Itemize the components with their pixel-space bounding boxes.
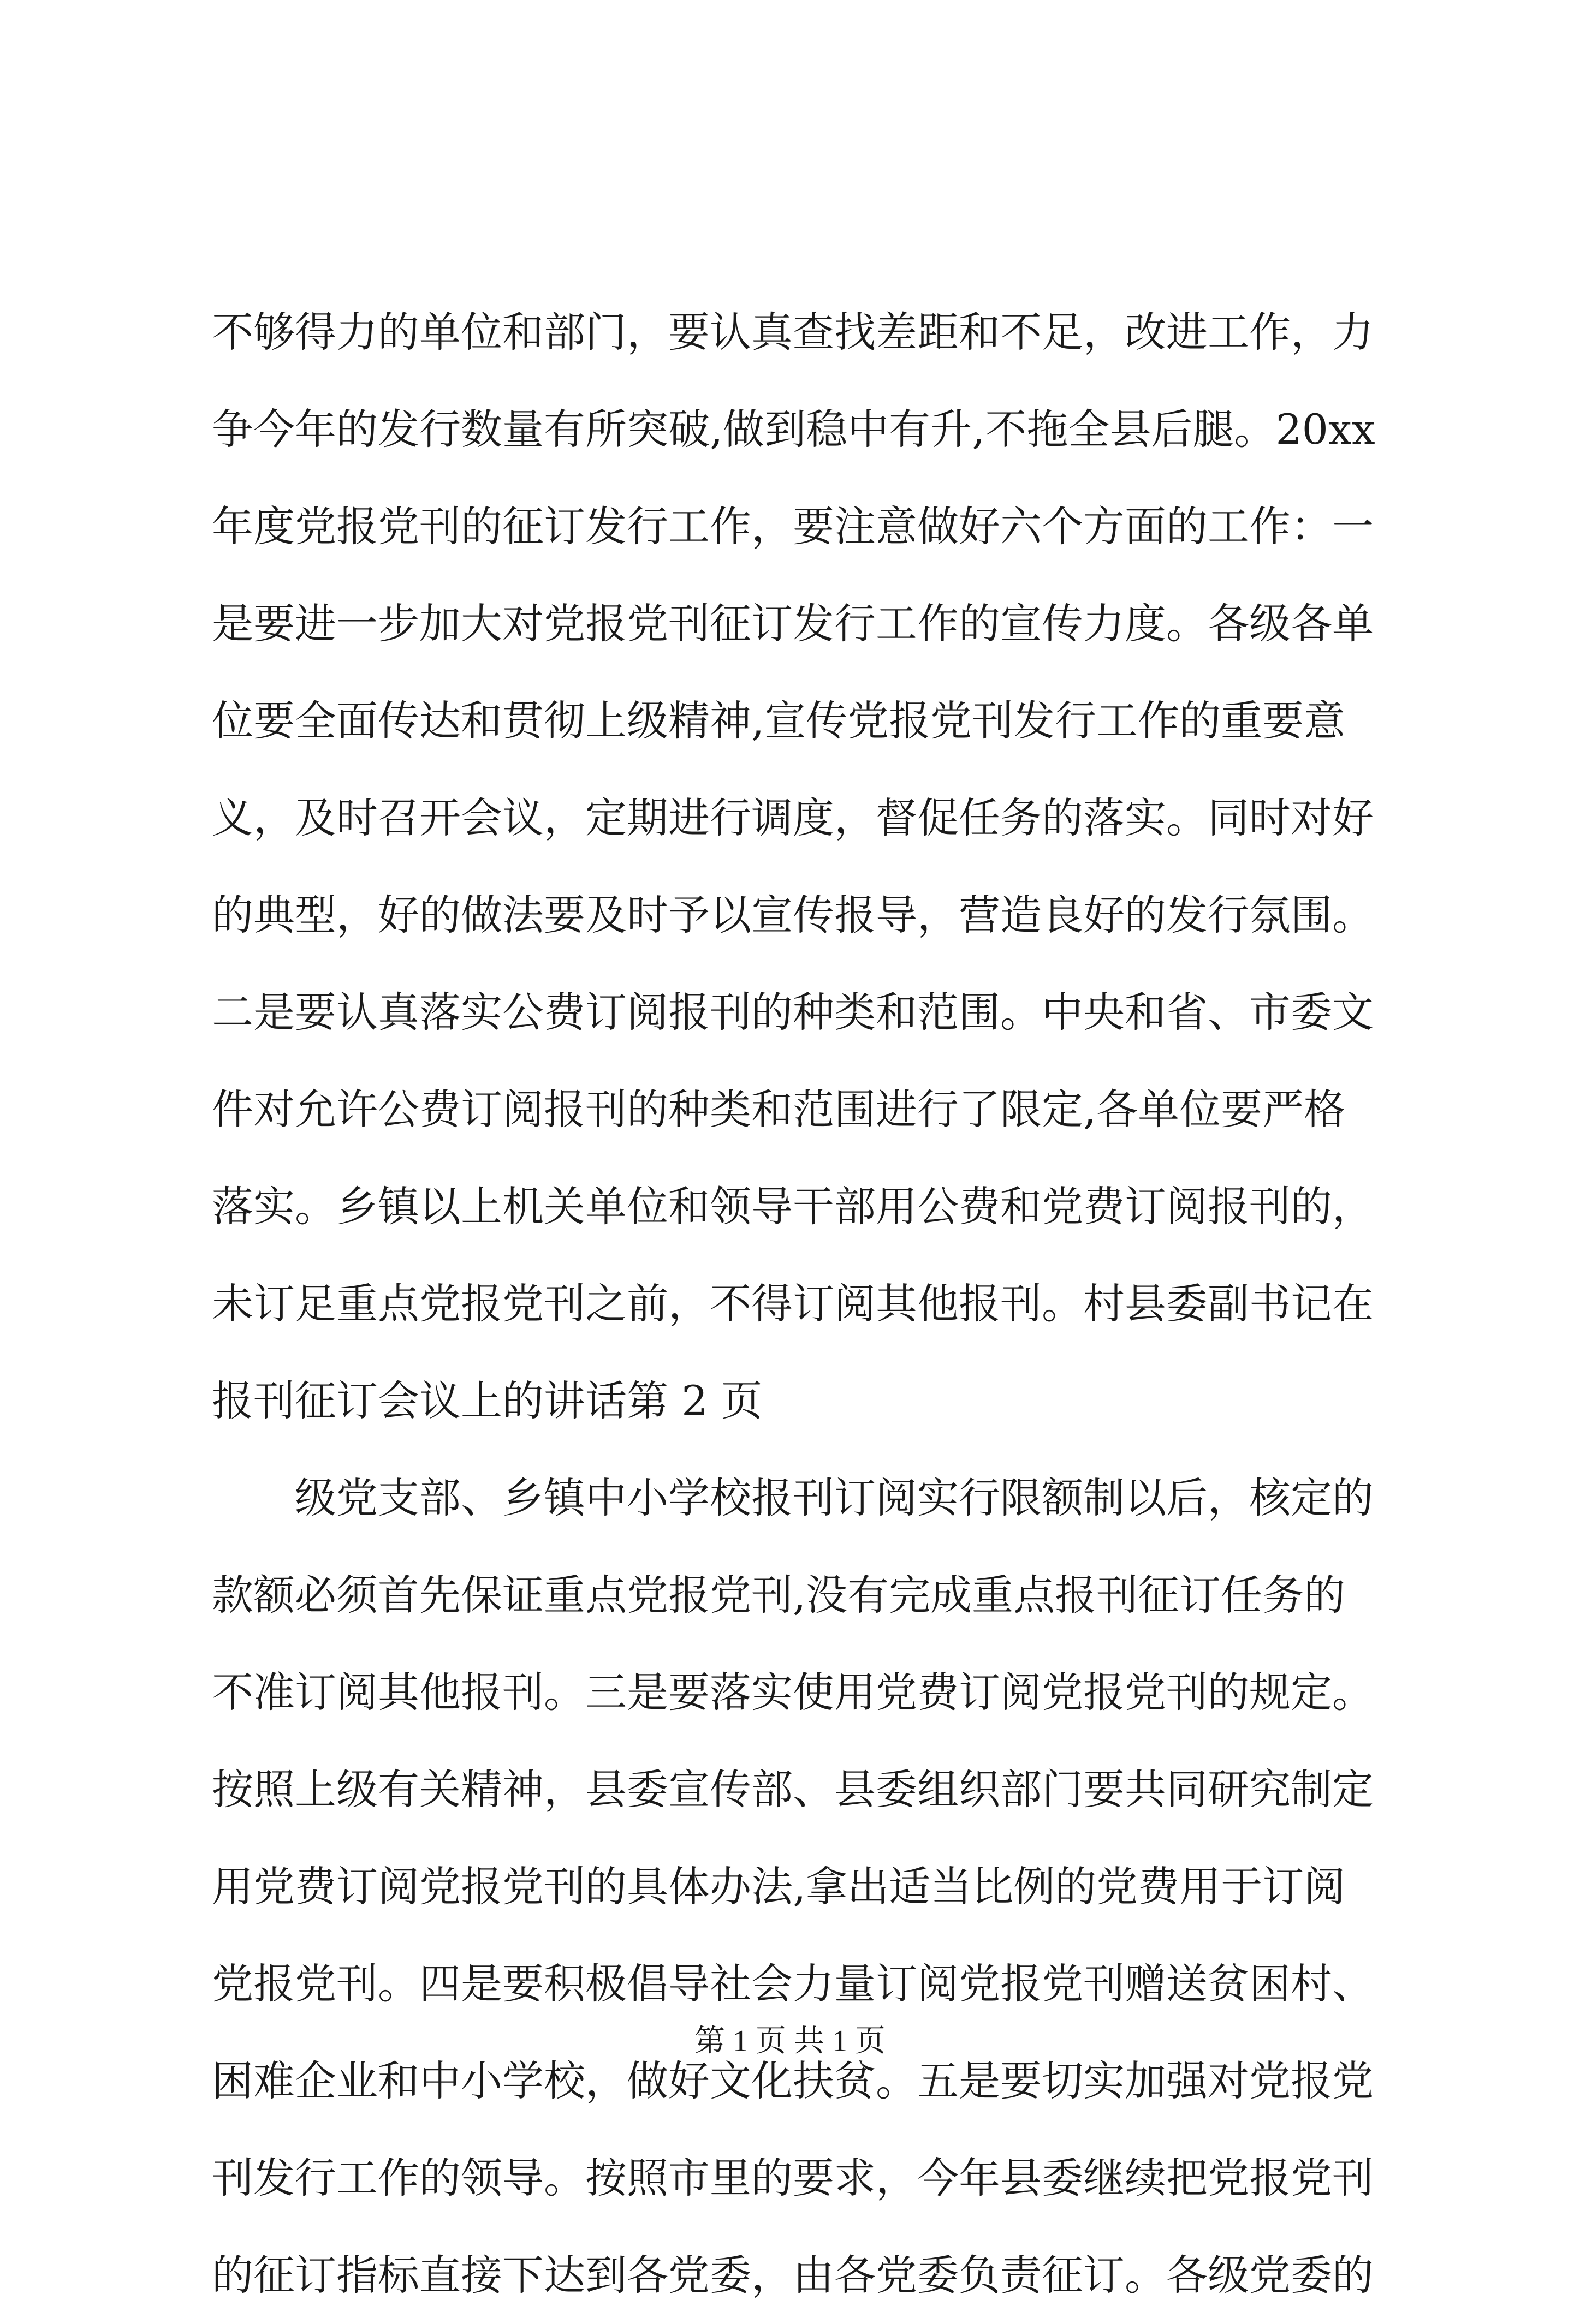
text-line: 不够得力的单位和部门，要认真查找差距和不足，改进工作，力 <box>212 308 1374 356</box>
text-line: 是要进一步加大对党报党刊征订发行工作的宣传力度。各级各单 <box>212 599 1374 648</box>
text-line: 的典型，好的做法要及时予以宣传报导，营造良好的发行氛围。 <box>212 891 1374 939</box>
paragraph-start-line: 级党支部、乡镇中小学校报刊订阅实行限额制以后，核定的 <box>212 1474 1374 1522</box>
text-line: 义，及时召开会议，定期进行调度，督促任务的落实。同时对好 <box>212 794 1374 842</box>
text-line: 刊发行工作的领导。按照市里的要求，今年县委继续把党报党刊 <box>212 2154 1374 2202</box>
text-line: 年度党报党刊的征订发行工作，要注意做好六个方面的工作：一 <box>212 502 1374 551</box>
text-line: 报刊征订会议上的讲话第 2 页 <box>212 1376 763 1425</box>
text-line: 位要全面传达和贯彻上级精神,宣传党报党刊发行工作的重要意 <box>212 696 1346 745</box>
body-text <box>212 284 1386 2324</box>
text-line: 困难企业和中小学校，做好文化扶贫。五是要切实加强对党报党 <box>212 2057 1374 2105</box>
page-footer: 第 1 页 共 1 页 <box>694 2024 886 2058</box>
text-line: 用党费订阅党报党刊的具体办法,拿出适当比例的党费用于订阅 <box>212 1862 1346 1911</box>
text-line: 的征订指标直接下达到各党委，由各党委负责征订。各级党委的 <box>212 2251 1374 2299</box>
text-line: 党报党刊。四是要积极倡导社会力量订阅党报党刊赠送贫困村、 <box>212 1959 1374 2008</box>
text-line: 不准订阅其他报刊。三是要落实使用党费订阅党报党刊的规定。 <box>212 1668 1374 1717</box>
text-line: 二是要认真落实公费订阅报刊的种类和范围。中央和省、市委文 <box>212 988 1374 1036</box>
text-line: 未订足重点党报党刊之前，不得订阅其他报刊。村县委副书记在 <box>212 1279 1374 1328</box>
text-line: 按照上级有关精神，县委宣传部、县委组织部门要共同研究制定 <box>212 1765 1374 1814</box>
text-line: 争今年的发行数量有所突破,做到稳中有升,不拖全县后腿。20xx <box>212 405 1375 454</box>
text-line: 落实。乡镇以上机关单位和领导干部用公费和党费订阅报刊的， <box>212 1182 1374 1231</box>
text-line: 款额必须首先保证重点党报党刊,没有完成重点报刊征订任务的 <box>212 1571 1346 1619</box>
text-line: 件对允许公费订阅报刊的种类和范围进行了限定,各单位要严格 <box>212 1085 1346 1134</box>
